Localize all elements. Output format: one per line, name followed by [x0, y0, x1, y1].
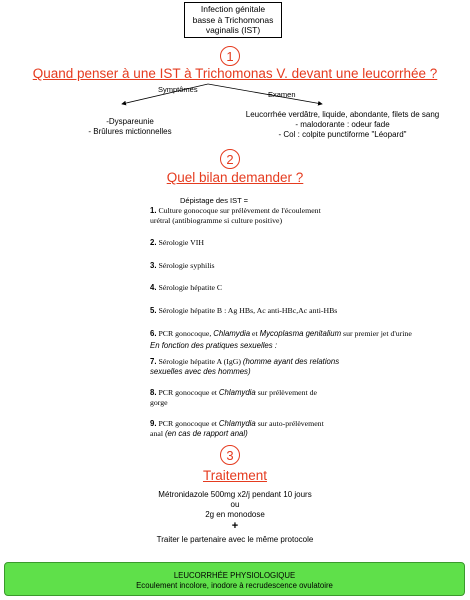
section-2-heading: Quel bilan demander ? — [166, 170, 304, 185]
item-number: 6. — [150, 328, 157, 338]
item-italic: (homme ayant des relations — [242, 357, 340, 366]
item-number: 5. — [150, 305, 157, 315]
section-3-heading: Traitement — [202, 468, 268, 483]
title-line-2: basse à Trichomonas — [192, 14, 274, 25]
title-line-1: Infection génitale — [200, 4, 266, 14]
physiological-leucorrhea-box — [4, 562, 465, 596]
treatment-or: ou — [230, 500, 240, 509]
item-number: 1. — [150, 206, 157, 215]
treatment-block — [0, 490, 470, 545]
item-number: 3. — [150, 260, 157, 270]
item-text: Sérologie hépatite C — [158, 283, 223, 293]
treatment-line: 2g en monodose — [205, 510, 265, 519]
step-1-circle: 1 — [220, 46, 240, 66]
item-text: Sérologie VIH — [158, 238, 205, 248]
treatment-line: Métronidazole 500mg x2/j pendant 10 jours — [158, 490, 312, 499]
item-italic: Chlamydia — [218, 419, 256, 429]
symptoms-label: Symptômes — [158, 85, 198, 94]
list-item — [150, 306, 450, 316]
item-text: gorge — [150, 397, 168, 407]
item-italic: Chlamydia — [218, 388, 256, 398]
item-number: 4. — [150, 283, 157, 293]
item-number: 7. — [150, 357, 157, 366]
list-item — [150, 206, 450, 225]
item-text: PCR gonocoque et — [158, 419, 219, 429]
list-item — [150, 261, 450, 271]
symptoms-list — [60, 117, 200, 137]
exam-item: Leucorrhée verdâtre, liquide, abondante, filets de sang — [245, 110, 440, 119]
item-text: urétral (antibiogramme si culture positive) — [150, 215, 283, 225]
practices-title: En fonction des pratiques sexuelles : — [150, 341, 277, 350]
section-1-heading: Quand penser à une IST à Trichomonas V. devant une leucorrhée ? — [32, 66, 438, 81]
exam-item: - malodorante : odeur fade — [295, 120, 390, 129]
list-item — [150, 419, 450, 438]
step-2-circle: 2 — [220, 149, 240, 169]
item-text: sur prélèvement de — [255, 388, 318, 398]
item-text: sur premier jet d'urine — [341, 328, 412, 338]
footer-title: LEUCORRHÉE PHYSIOLOGIQUE — [173, 571, 296, 580]
item-italic: sexuelles avec des hommes) — [150, 366, 251, 376]
item-italic: Mycoplasma genitalium — [259, 328, 342, 338]
item-text: Sérologie hépatite B : Ag HBs, Ac anti-HBc,Ac anti-HBs — [158, 305, 338, 315]
item-number: 9. — [150, 419, 157, 429]
item-number: 2. — [150, 238, 157, 248]
list-item — [150, 329, 450, 339]
list-item — [150, 388, 450, 407]
list-item — [150, 357, 450, 376]
item-text: Sérologie hépatite A (IgG) — [158, 357, 243, 366]
item-number: 8. — [150, 388, 157, 398]
exam-item: - Col : colpite punctiforme "Léopard" — [278, 130, 407, 139]
symptom-item: -Dyspareunie — [106, 117, 154, 126]
list-item — [150, 238, 450, 248]
item-text: PCR gonocoque et — [158, 388, 219, 398]
practices-list — [150, 357, 450, 439]
title-box — [184, 2, 282, 38]
treatment-plus: + — [231, 520, 239, 532]
screening-list — [150, 206, 450, 338]
item-text: Culture gonocoque sur prélèvement de l'écoulement — [158, 206, 321, 215]
list-item — [150, 283, 450, 293]
item-text: PCR gonocoque, — [158, 328, 214, 338]
screening-intro: Dépistage des IST = — [180, 196, 249, 205]
item-italic: (en cas de rapport anal) — [164, 428, 248, 438]
item-text: sur auto-prélèvement — [255, 419, 324, 429]
item-italic: Chlamydia — [213, 328, 251, 338]
footer-text: Ecoulement incolore, inodore à recrudescence ovulatoire — [136, 581, 333, 590]
item-text: et — [250, 328, 260, 338]
treatment-partner: Traiter le partenaire avec le même protocole — [156, 535, 314, 544]
symptom-item: - Brûlures mictionnelles — [88, 127, 172, 136]
step-3-circle: 3 — [220, 445, 240, 465]
arrow-exam — [208, 84, 322, 104]
exam-list — [225, 110, 460, 140]
exam-label: Examen — [268, 90, 296, 99]
item-text: anal — [150, 428, 165, 438]
title-line-3: vaginalis (IST) — [205, 25, 261, 35]
item-text: Sérologie syphilis — [158, 260, 215, 270]
